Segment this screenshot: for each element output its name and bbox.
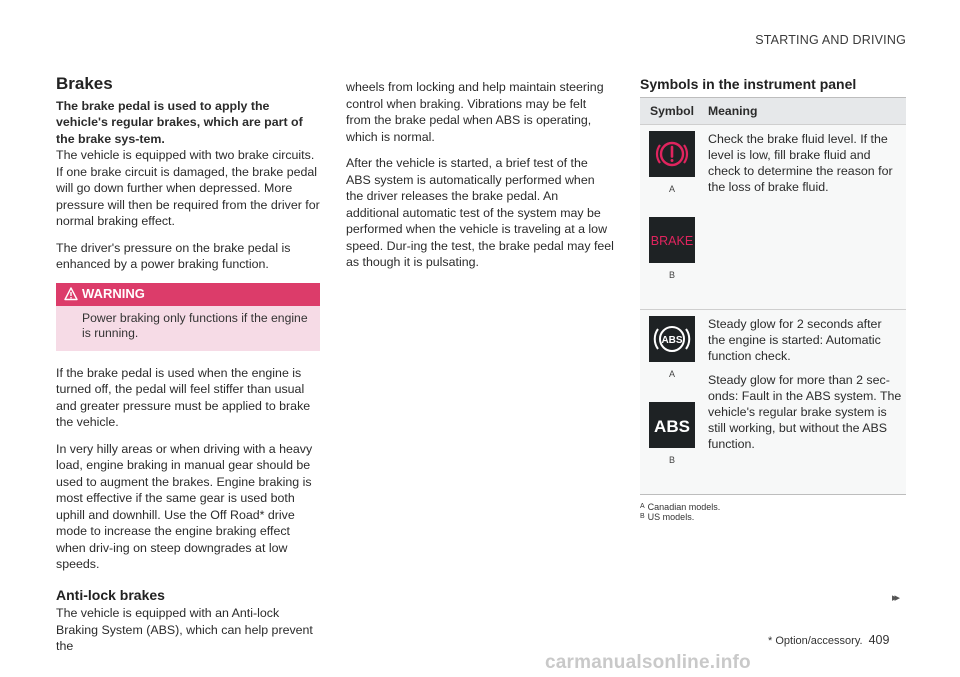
abs-circle-icon	[649, 316, 695, 362]
column-header-symbol: Symbol	[640, 97, 704, 124]
warning-header	[56, 283, 320, 306]
symbols-table	[640, 97, 906, 495]
warning-triangle-icon	[64, 287, 78, 301]
meaning-cell	[704, 124, 906, 309]
symbol-label: B	[668, 269, 675, 280]
column-header-meaning: Meaning	[704, 97, 906, 124]
footnote	[640, 502, 906, 512]
watermark: carmanualsonline.info	[545, 652, 751, 673]
brake-circle-exclamation-icon	[649, 131, 695, 177]
section-header: STARTING AND DRIVING	[755, 33, 906, 47]
paragraph-engine-off: If the brake pedal is used when the engine is turned off, the pedal will feel stiffer than usual and greater pressure must be applied to brake the vehicle.	[56, 365, 311, 429]
paragraph-engine-braking: In very hilly areas or when driving with a heavy load, engine braking in manual gear should be used to augment the brakes. Engine braking is most effective if the same gear is used both uphill and downhill. Use the Off Road* drive mode to increase the engine braking effect when driv-ing on steep downgrades at low speeds.	[56, 441, 313, 571]
abs-text-icon	[649, 402, 695, 448]
abs-text-label: ABS	[654, 416, 690, 436]
lead-paragraph: The brake pedal is used to apply the vehicle's regular brakes, which are part of the brake sys-tem.	[56, 98, 303, 146]
paragraph-power-braking: The driver's pressure on the brake pedal is enhanced by a power braking function.	[56, 240, 291, 271]
right-column	[640, 76, 906, 522]
page-footer	[768, 633, 889, 647]
brake-text-icon	[649, 217, 695, 263]
meaning-text: Steady glow for 2 seconds after the engine is started: Automatic function check.	[708, 316, 882, 363]
paragraph-abs-intro: The vehicle is equipped with an Anti-lock Braking System (ABS), which can help prevent the	[56, 606, 313, 653]
abs-circle-text: ABS	[661, 334, 683, 346]
footnote-mark: B	[640, 512, 645, 520]
symbol-label: A	[668, 183, 675, 194]
page-title: Brakes	[56, 74, 113, 93]
footnote-text: Canadian models.	[647, 501, 721, 512]
paragraph-abs-test: After the vehicle is started, a brief test of the ABS system is automatically performed when the driver releases the brake pedal. An additional automatic test of the system may be performed when the vehicle is traveling at a low speed. Dur-ing the test, the brake pedal may feel as though it is pulsating.	[346, 156, 614, 269]
meaning-cell	[704, 309, 906, 494]
table-row	[640, 309, 906, 494]
meaning-text: Steady glow for more than 2 sec-onds: Fault in the ABS system. The vehicle's regular brake system is still working, but without the ABS function.	[708, 372, 902, 451]
meaning-text: Check the brake fluid level. If the level is low, fill brake fluid and check to determine the reason for the loss of brake fluid.	[708, 131, 893, 194]
middle-column	[346, 79, 614, 281]
paragraph-brake-circuits: The vehicle is equipped with two brake circuits. If one brake circuit is damaged, the brake pedal will go down further when depressed. More pressure will then be required from the driver for normal braking effect.	[56, 148, 320, 228]
table-header-row	[640, 97, 906, 124]
footnote	[640, 512, 906, 522]
table-row	[640, 124, 906, 309]
option-note: * Option/accessory.	[768, 635, 863, 647]
footnote-mark: A	[640, 502, 645, 510]
left-column	[56, 76, 320, 665]
brake-text-label: BRAKE	[650, 233, 694, 248]
next-page-icon[interactable]: ▸▸	[892, 592, 898, 604]
footnotes	[640, 502, 906, 522]
symbol-cell	[640, 309, 704, 494]
footnote-text: US models.	[647, 511, 695, 522]
symbol-label: B	[668, 454, 675, 465]
warning-box	[56, 283, 320, 351]
warning-text: Power braking only functions if the engine is running.	[82, 310, 308, 340]
symbols-title: Symbols in the instrument panel	[640, 76, 857, 92]
section-subtitle: Anti-lock brakes	[56, 586, 165, 603]
symbol-label: A	[668, 368, 675, 379]
paragraph-abs-wheels: wheels from locking and help maintain steering control when braking. Vibrations may be felt from the brake pedal when ABS is operating, which is normal.	[346, 80, 604, 144]
page-number: 409	[868, 633, 890, 647]
symbol-cell	[640, 124, 704, 309]
warning-title: WARNING	[82, 285, 145, 301]
